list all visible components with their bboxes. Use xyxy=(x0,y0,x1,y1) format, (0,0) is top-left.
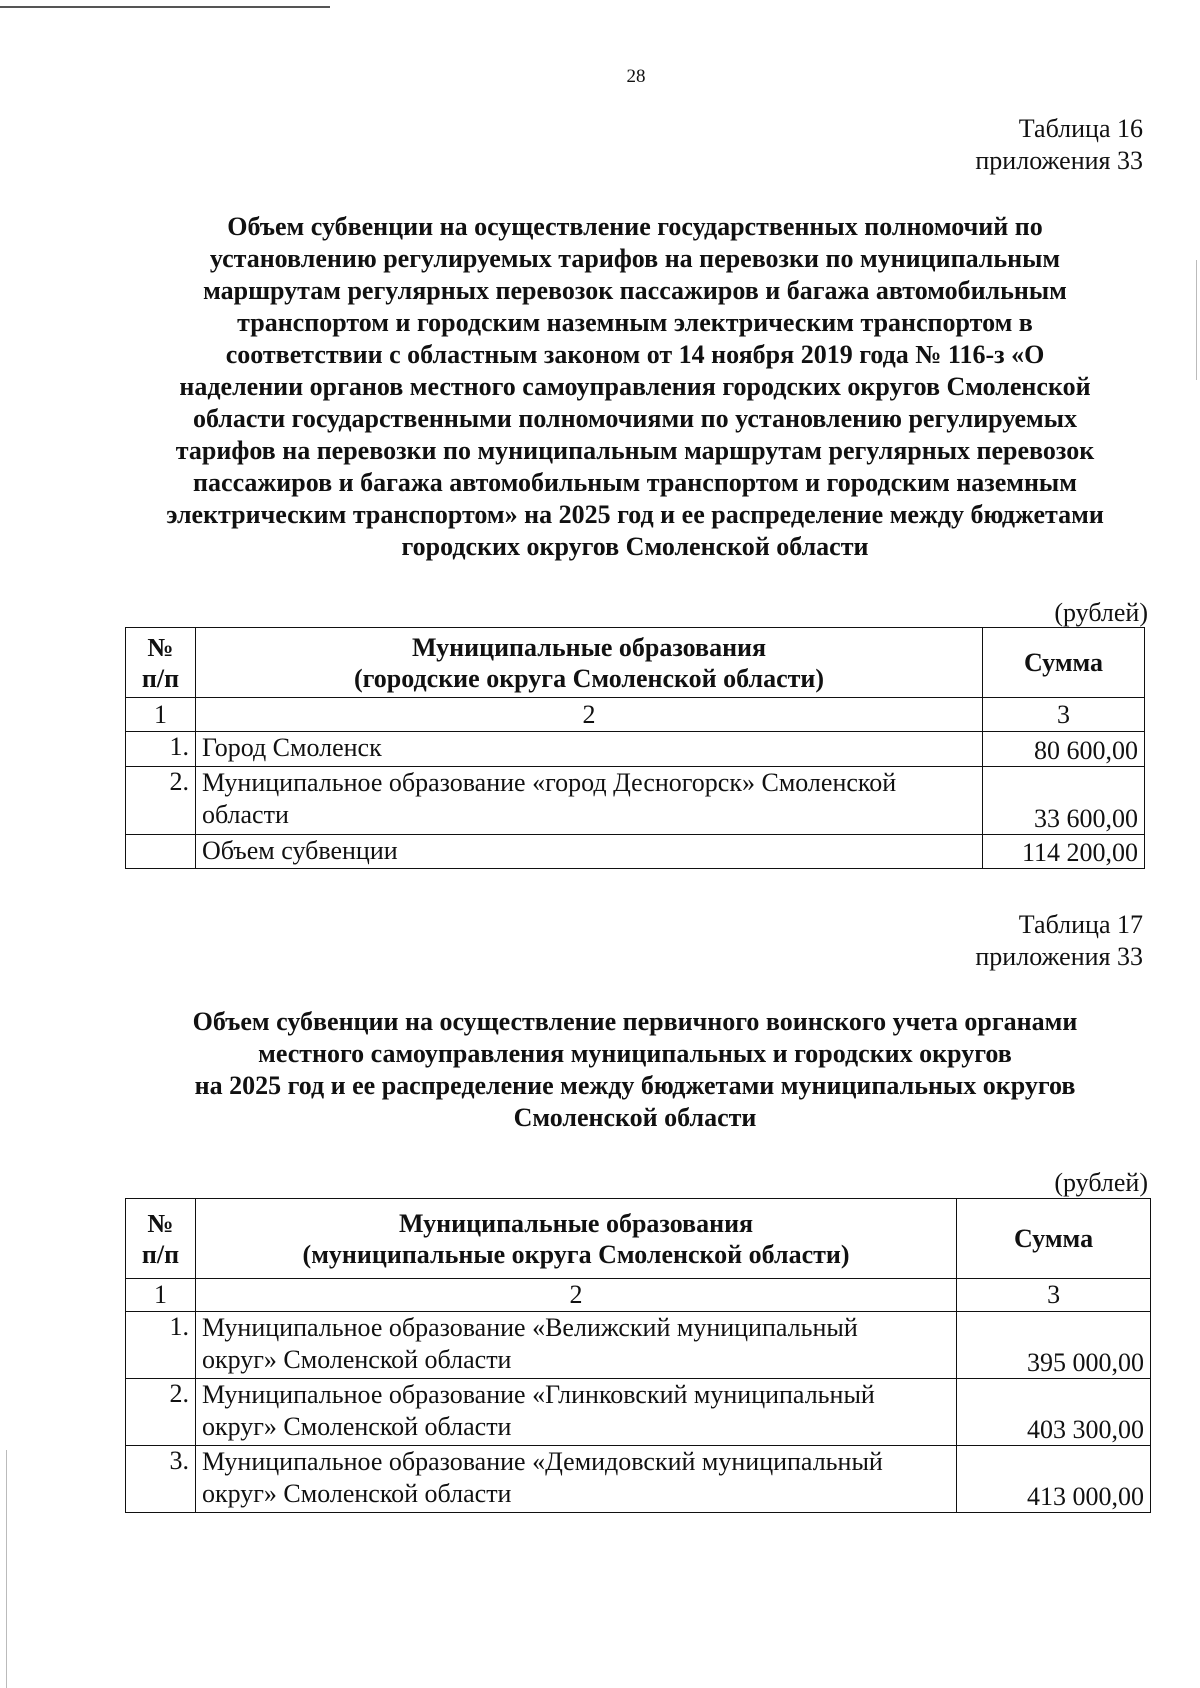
header-text: № xyxy=(147,1208,174,1238)
header-text: (муниципальные округа Смоленской области) xyxy=(302,1239,850,1269)
title-line: Смоленской области xyxy=(513,1103,757,1132)
title-line: соответствии с областным законом от 14 ноября 2019 года № 116-з «О xyxy=(225,340,1045,369)
index-cell: 2 xyxy=(195,1279,956,1312)
table-header-row xyxy=(126,1199,1151,1279)
page-number: 28 xyxy=(626,66,646,87)
title-line: маршрутам регулярных перевозок пассажиров и багажа автомобильным xyxy=(203,276,1067,305)
header-text: № xyxy=(147,632,174,662)
title-line: Объем субвенции на осуществление государственных полномочий по xyxy=(227,212,1043,241)
row-name-text: округ» Смоленской области xyxy=(201,1479,512,1508)
header-text: Муниципальные образования xyxy=(411,632,767,662)
index-cell: 2 xyxy=(195,698,982,732)
table16-label: Таблица 16 xyxy=(1018,114,1143,143)
table-header-row xyxy=(126,628,1145,698)
table-row xyxy=(126,1379,1151,1446)
row-name xyxy=(195,767,982,835)
row-number: 2. xyxy=(126,1379,196,1446)
row-name-text: Город Смоленск xyxy=(201,733,382,762)
table16-unit: (рублей) xyxy=(1054,598,1148,627)
row-name xyxy=(195,732,982,767)
title-line: области государственными полномочиями по установлению регулируемых xyxy=(192,404,1078,433)
header-municipality xyxy=(195,628,982,698)
table17-title xyxy=(120,1006,1150,1134)
table17-label: Таблица 17 xyxy=(1018,910,1143,939)
table-row xyxy=(126,1312,1151,1379)
title-line: наделении органов местного самоуправления городских округов Смоленской xyxy=(179,372,1091,401)
row-number: 2. xyxy=(126,767,196,835)
scan-edge-line xyxy=(0,6,330,8)
header-sum: Сумма xyxy=(957,1199,1151,1279)
header-sum: Сумма xyxy=(983,628,1145,698)
row-name-text: Муниципальное образование «Глинковский муниципальный xyxy=(201,1380,875,1409)
table-index-row xyxy=(126,1279,1151,1312)
row-sum: 80 600,00 xyxy=(983,732,1145,767)
title-line: пассажиров и багажа автомобильным транспортом и городским наземным xyxy=(193,468,1077,497)
total-label: Объем субвенции xyxy=(195,835,982,869)
index-cell: 1 xyxy=(126,698,196,732)
row-name xyxy=(195,1312,956,1379)
row-sum: 395 000,00 xyxy=(957,1312,1151,1379)
row-name-text: Муниципальное образование «город Десногорск» Смоленской xyxy=(201,768,897,797)
table17-appendix: приложения 33 xyxy=(975,942,1143,971)
title-line: на 2025 год и ее распределение между бюджетами муниципальных округов xyxy=(194,1071,1076,1100)
row-name xyxy=(195,1446,956,1513)
row-sum: 413 000,00 xyxy=(957,1446,1151,1513)
table-row xyxy=(126,767,1145,835)
header-text: п/п xyxy=(141,1239,180,1269)
index-cell: 1 xyxy=(126,1279,196,1312)
header-text: (городские округа Смоленской области) xyxy=(353,663,825,693)
title-line: установлению регулируемых тарифов на перевозки по муниципальным xyxy=(209,244,1061,273)
scan-edge-line xyxy=(6,1450,7,1688)
title-line: Объем субвенции на осуществление первичного воинского учета органами xyxy=(192,1007,1078,1036)
index-cell: 3 xyxy=(957,1279,1151,1312)
table-row xyxy=(126,1446,1151,1513)
row-number: 1. xyxy=(126,732,196,767)
row-sum: 403 300,00 xyxy=(957,1379,1151,1446)
table16-appendix: приложения 33 xyxy=(975,146,1143,175)
row-number xyxy=(126,835,196,869)
row-name-text: области xyxy=(201,800,289,829)
row-name-text: Муниципальное образование «Велижский муниципальный xyxy=(201,1313,858,1342)
row-number: 3. xyxy=(126,1446,196,1513)
table17-reference xyxy=(975,909,1143,973)
table17 xyxy=(125,1198,1151,1513)
table-row xyxy=(126,732,1145,767)
title-line: городских округов Смоленской области xyxy=(401,532,869,561)
table16-title xyxy=(120,211,1150,563)
header-number xyxy=(126,1199,196,1279)
row-number: 1. xyxy=(126,1312,196,1379)
title-line: тарифов на перевозки по муниципальным маршрутам регулярных перевозок xyxy=(175,436,1095,465)
row-sum: 33 600,00 xyxy=(983,767,1145,835)
header-text: Муниципальные образования xyxy=(398,1208,754,1238)
index-cell: 3 xyxy=(983,698,1145,732)
table16-reference xyxy=(975,113,1143,177)
table-index-row xyxy=(126,698,1145,732)
table-total-row xyxy=(126,835,1145,869)
header-text: п/п xyxy=(141,663,180,693)
header-municipality xyxy=(195,1199,956,1279)
table16 xyxy=(125,627,1145,869)
row-name-text: Муниципальное образование «Демидовский муниципальный xyxy=(201,1447,883,1476)
header-number xyxy=(126,628,196,698)
scan-edge-line xyxy=(1196,260,1197,380)
title-line: транспортом и городским наземным электрическим транспортом в xyxy=(237,308,1033,337)
title-line: электрическим транспортом» на 2025 год и ее распределение между бюджетами xyxy=(166,500,1104,529)
row-name-text: округ» Смоленской области xyxy=(201,1345,512,1374)
total-sum: 114 200,00 xyxy=(983,835,1145,869)
table17-unit: (рублей) xyxy=(1054,1168,1148,1197)
title-line: местного самоуправления муниципальных и городских округов xyxy=(258,1039,1012,1068)
row-name-text: округ» Смоленской области xyxy=(201,1412,512,1441)
row-name xyxy=(195,1379,956,1446)
